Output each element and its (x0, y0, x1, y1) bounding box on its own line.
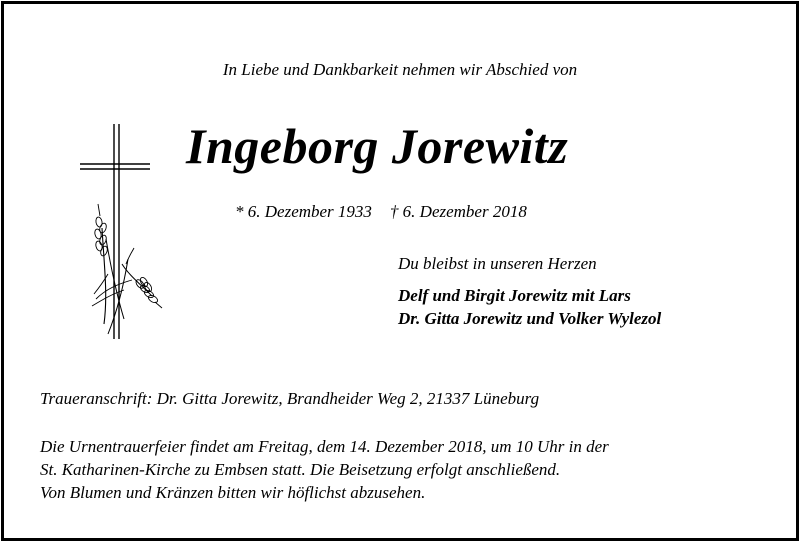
intro-text: In Liebe und Dankbarkeit nehmen wir Abschied von (222, 60, 578, 79)
life-dates (235, 202, 527, 222)
notice-line: Von Blumen und Kränzen bitten wir höflichst abzusehen. (40, 483, 426, 502)
cross-with-wheat-icon (78, 124, 168, 344)
notice-line: Die Urnentrauerfeier findet am Freitag, dem 14. Dezember 2018, um 10 Uhr in der (40, 437, 609, 456)
mourning-address: Traueranschrift: Dr. Gitta Jorewitz, Brandheider Weg 2, 21337 Lüneburg (40, 389, 540, 408)
death-date: † 6. Dezember 2018 (389, 202, 527, 221)
mourner-line: Delf und Birgit Jorewitz mit Lars (398, 286, 631, 305)
mourner-line: Dr. Gitta Jorewitz und Volker Wylezol (398, 309, 662, 328)
deceased-name: Ingeborg Jorewitz (186, 118, 569, 174)
birth-date: * 6. Dezember 1933 (235, 202, 372, 221)
motto-text: Du bleibst in unseren Herzen (398, 254, 597, 273)
notice-line: St. Katharinen-Kirche zu Embsen statt. Die Beisetzung erfolgt anschließend. (40, 460, 561, 479)
